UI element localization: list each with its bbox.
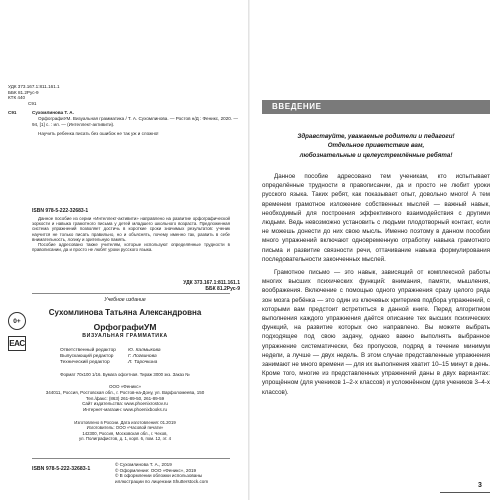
intro-body <box>262 172 490 397</box>
copyright-line: © Оформление: ООО «Феникс», 2019 <box>115 467 197 473</box>
bbk-line: ББК 81.2Рус-9 <box>8 89 39 95</box>
edition-kind: Учебное издание <box>104 297 146 303</box>
catalog-code: С91 <box>28 100 37 106</box>
greeting-line: любознательные и целеустремлённые ребята! <box>299 151 453 159</box>
staff-name: Г. Логвинова <box>128 354 157 359</box>
staff-name: Л. Тарочкина <box>128 360 158 365</box>
catalog-author: Сухомлинова Т. А. <box>32 110 74 116</box>
printer-info <box>0 420 250 442</box>
staff-list <box>60 348 161 366</box>
divider <box>32 293 230 294</box>
catalog-record <box>8 84 240 137</box>
copyright-line: © В оформлении обложки использованы <box>115 473 203 479</box>
udk-bbk-right <box>183 280 240 292</box>
udk-right-line: УДК 373.167.1:811.161.1 <box>183 280 240 286</box>
eac-mark-icon: EAC <box>8 336 26 351</box>
greeting-line: Отдельное приветствие вам, <box>327 142 425 150</box>
annotation <box>32 216 230 252</box>
isbn-bottom: ISBN 978-5-222-32683-1 <box>32 466 91 472</box>
publisher-line: 344011, Россия, Ростовская обл., г. Ростов-на-Дону, ул. Варфоломеева, 150 <box>45 389 205 395</box>
staff-role: Ответственный редактор <box>60 348 116 353</box>
section-heading: ВВЕДЕНИЕ <box>272 102 322 111</box>
printer-line: 142300, Россия, Московская обл., г. Чехов, <box>82 430 168 436</box>
staff-role: Технический редактор <box>60 360 110 365</box>
catalog-abstract: Научить ребенка писать без ошибок не так уж и сложно! <box>38 131 159 137</box>
isbn-top: ISBN 978-5-222-32683-1 <box>32 208 89 214</box>
print-format: Формат 70x100 1/16. Бумага офсетная. Тираж 3000 экз. Заказ № <box>60 372 190 377</box>
staff-name: Ю. Калмыкова <box>128 348 161 353</box>
body-paragraph: Данное пособие адресовано тем ученикам, кто испытывает определённые трудности в правописании, да и просто не любит уроки русского языка. Таких ребят, как показывает опыт, довольно много! А тем временем грамотное изложение собственных мыслей — важный навык, необходимый для построения эффективного взаимодействия с другими людьми. Ведь невозможно установить с людьми плодотворный контакт, если не можешь донести до них свою мысль. Именно поэтому в данном пособии много упражнений включают одновременную отработку навыка грамотного письма и развитие связности речи, оттачивание навыка формулирования последовательности законченных мыслей. <box>262 173 490 263</box>
body-paragraph: Грамотное письмо — это навык, зависящий от комплексной работы многих высших психических функций: внимания, памяти, мышления, воображения. Включение с помощью одного упражнения сразу целого ряда зон мозга ребёнка — это один из ключевых критериев подбора упражнений, с которыми вам предстоит встретиться в данной книге. Перед алгоритмом выполнения каждого упражнения даётся описание тех высших психических функций, на развитие которых оно направлено. Вы можете выбрать подходящее под свою задачу, однако важно выполнять выбранное упражнение систематически, без пропусков, подряд в течение минимум недели, а лучше — двух недель. В этом случае представленные упражнения занимают не много времени — для их выполнения хватит 10–15 минут в день. Кроме того, многие из представленных упражнений даны в двух вариантах: упрощённом (для учеников 1–2-х классов) и усложнённом (для учеников 3–4-х классов). <box>262 269 490 396</box>
catalog-description: ОрфографиУМ. Визуальная грамматика / Т. А. Сухомлинова. — Ростов н/Д : Феникс, 2020. — 94, [1] с. : ил. — (Интеллект-активити). <box>32 115 238 127</box>
publisher-line: Сайт издательства: www.phoenixrostov.ru <box>82 401 168 407</box>
annotation-paragraph: Пособие адресовано также учителям, которые используют определённые трудности в правописании, да и просто не любят уроки русского языка. <box>32 242 230 253</box>
imprint-subtitle: ВИЗУАЛЬНАЯ ГРАММАТИКА <box>82 333 168 339</box>
page-number: 3 <box>478 482 482 489</box>
page-number-rule <box>440 492 490 493</box>
printer-line: ул. Полиграфистов, д. 1, корп. 6, пом. 12, эт. 4 <box>78 436 172 442</box>
staff-row <box>60 360 161 366</box>
publisher-line: Интернет-магазин: www.phoenixbooks.ru <box>82 407 168 413</box>
copyright-line: © Сухомлинова Т. А., 2019 <box>115 462 172 467</box>
publisher-info <box>0 384 250 413</box>
copyright-block <box>115 462 208 484</box>
bbk-right-line: ББК 81.2Рус-9 <box>205 286 240 292</box>
imprint-title: ОрфографиУМ <box>93 322 157 332</box>
catalog-code-c91: С91 <box>8 110 17 116</box>
greeting-line: Здравствуйте, уважаемые родители и педагоги! <box>297 133 455 140</box>
section-heading-bar <box>262 100 490 114</box>
imprint-author: Сухомлинова Татьяна Александровна <box>48 308 202 317</box>
divider <box>32 458 230 459</box>
annotation-paragraph: Данное пособие из серии «Интеллект-активити» направлено на развитие орфографической зоркости и навыка грамотного письма у детей младшего школьного возраста. Предложенная система упражнений позволяет достичь в короткие сроки значимых результатов: ученик научится не только писать правильно, но и объяснять, почему именно так, развить в себе внимательность, логику и зрительную память. <box>32 216 230 242</box>
age-rating-icon: 0+ <box>8 312 26 330</box>
copyright-line: иллюстрации по лицензии Shutterstock.com <box>115 478 209 484</box>
printer-line: Изготовлено в России. Дата изготовления: 01.2019 <box>74 420 176 425</box>
staff-role: Выпускающий редактор <box>60 354 114 359</box>
publisher-line: ООО «Феникс» <box>109 384 141 389</box>
greeting <box>262 132 490 160</box>
publisher-line: Тел./факс: (863) 261-89-50, 261-89-59 <box>85 395 165 401</box>
printer-line: Изготовитель: ООО «Часовой печати» <box>86 425 164 431</box>
udk-line: УДК 373.167.1:811.161.1 <box>8 84 60 89</box>
ktk-line: КТК 440 <box>8 95 26 101</box>
